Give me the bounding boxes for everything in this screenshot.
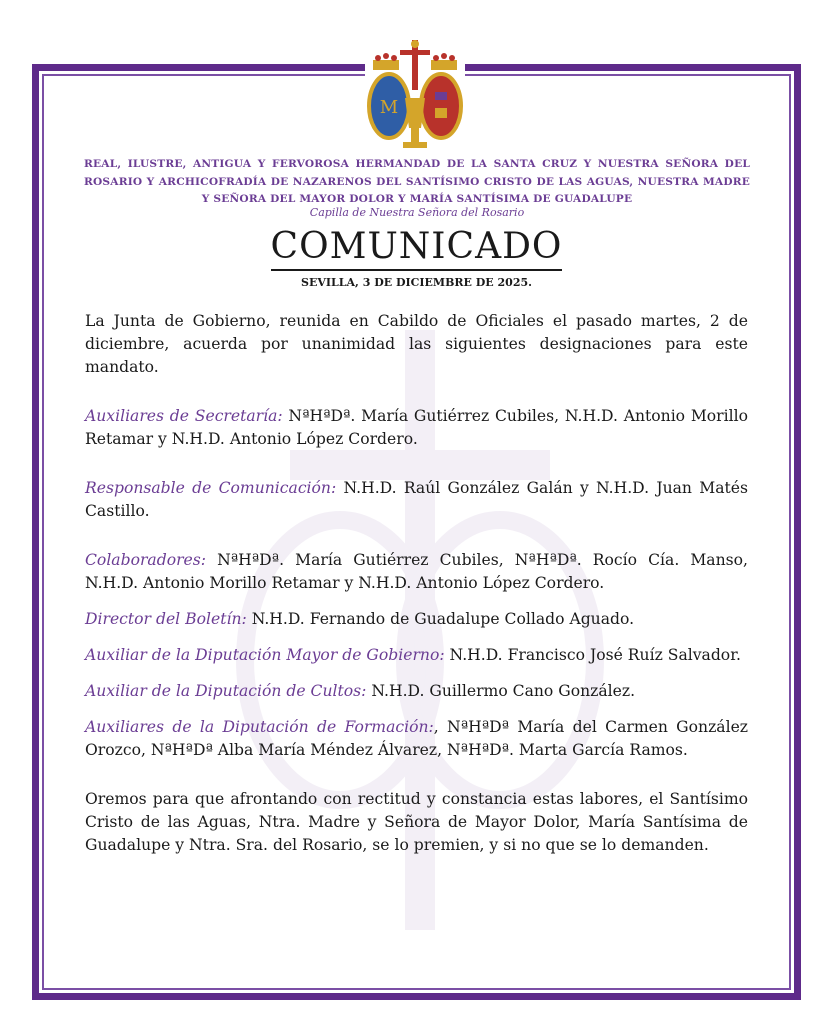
appointment-names: NªHªDª. María Gutiérrez Cubiles, NªHªDª. Rocío Cía. Manso, N.H.D. Antonio Morillo Retamar y N.H.D. Antonio López Cordero. bbox=[85, 551, 748, 592]
appointment-names: N.H.D. Fernando de Guadalupe Collado Aguado. bbox=[246, 610, 635, 628]
chapel-name: Capilla de Nuestra Señora del Rosario bbox=[309, 206, 525, 219]
role-label: Auxiliar de la Diputación Mayor de Gobierno: bbox=[85, 646, 445, 664]
brotherhood-name: REAL, ILUSTRE, ANTIGUA Y FERVOROSA HERMANDAD DE LA SANTA CRUZ Y NUESTRA SEÑORA DEL ROSARIO Y ARCHICOFRADÍA DE NAZARENOS DEL SANTÍSIMO CRISTO DE LAS AGUAS, NUESTRA MADRE Y SEÑORA DEL MAYOR DOLOR Y MARÍA SANTÍSIMA DE GUADALUPE bbox=[84, 158, 750, 205]
document-title bbox=[0, 226, 833, 267]
svg-text:M: M bbox=[379, 97, 399, 118]
title-text: COMUNICADO bbox=[271, 226, 563, 271]
appointment-names: NªHªDª. María Gutiérrez Cubiles, N.H.D. Antonio Morillo Retamar y N.H.D. Antonio López Cordero. bbox=[85, 407, 748, 448]
appointment-names: N.H.D. Raúl González Galán y N.H.D. Juan Matés Castillo. bbox=[85, 479, 748, 520]
role-label: Auxiliares de la Diputación de Formación: bbox=[85, 718, 434, 736]
role-label: Director del Boletín: bbox=[85, 610, 247, 628]
appointment-colaboradores bbox=[85, 549, 748, 595]
appointment-cultos bbox=[85, 680, 748, 703]
document-body bbox=[85, 310, 748, 857]
appointment-names: N.H.D. Francisco José Ruíz Salvador. bbox=[444, 646, 741, 664]
role-label: Responsable de Comunicación: bbox=[85, 479, 337, 497]
appointment-formacion bbox=[85, 716, 748, 762]
appointment-gobierno bbox=[85, 644, 748, 667]
appointment-names: N.H.D. Guillermo Cano González. bbox=[366, 682, 636, 700]
closing-paragraph: Oremos para que afrontando con rectitud y constancia estas labores, el Santísimo Cristo de las Aguas, Ntra. Madre y Señora de Mayor Dolor, María Santísima de Guadalupe y Ntra. Sra. del Rosario, se lo premien, y si no que se lo demanden. bbox=[85, 790, 748, 854]
intro-paragraph: La Junta de Gobierno, reunida en Cabildo de Oficiales el pasado martes, 2 de diciembre, acuerda por unanimidad las siguientes designaciones para este mandato. bbox=[85, 312, 748, 376]
appointment-names: , NªHªDª María del Carmen González Orozco, NªHªDª Alba María Méndez Álvarez, NªHªDª. Marta García Ramos. bbox=[85, 718, 749, 759]
brotherhood-crest-icon bbox=[365, 38, 465, 156]
appointment-boletin bbox=[85, 608, 748, 631]
role-label: Colaboradores: bbox=[85, 551, 207, 569]
appointment-comunicacion bbox=[85, 477, 748, 523]
dateline: SEVILLA, 3 DE DICIEMBRE DE 2025. bbox=[301, 276, 532, 289]
role-label: Auxiliar de la Diputación de Cultos: bbox=[85, 682, 367, 700]
appointment-secretaria bbox=[85, 405, 748, 451]
role-label: Auxiliares de Secretaría: bbox=[85, 407, 283, 425]
